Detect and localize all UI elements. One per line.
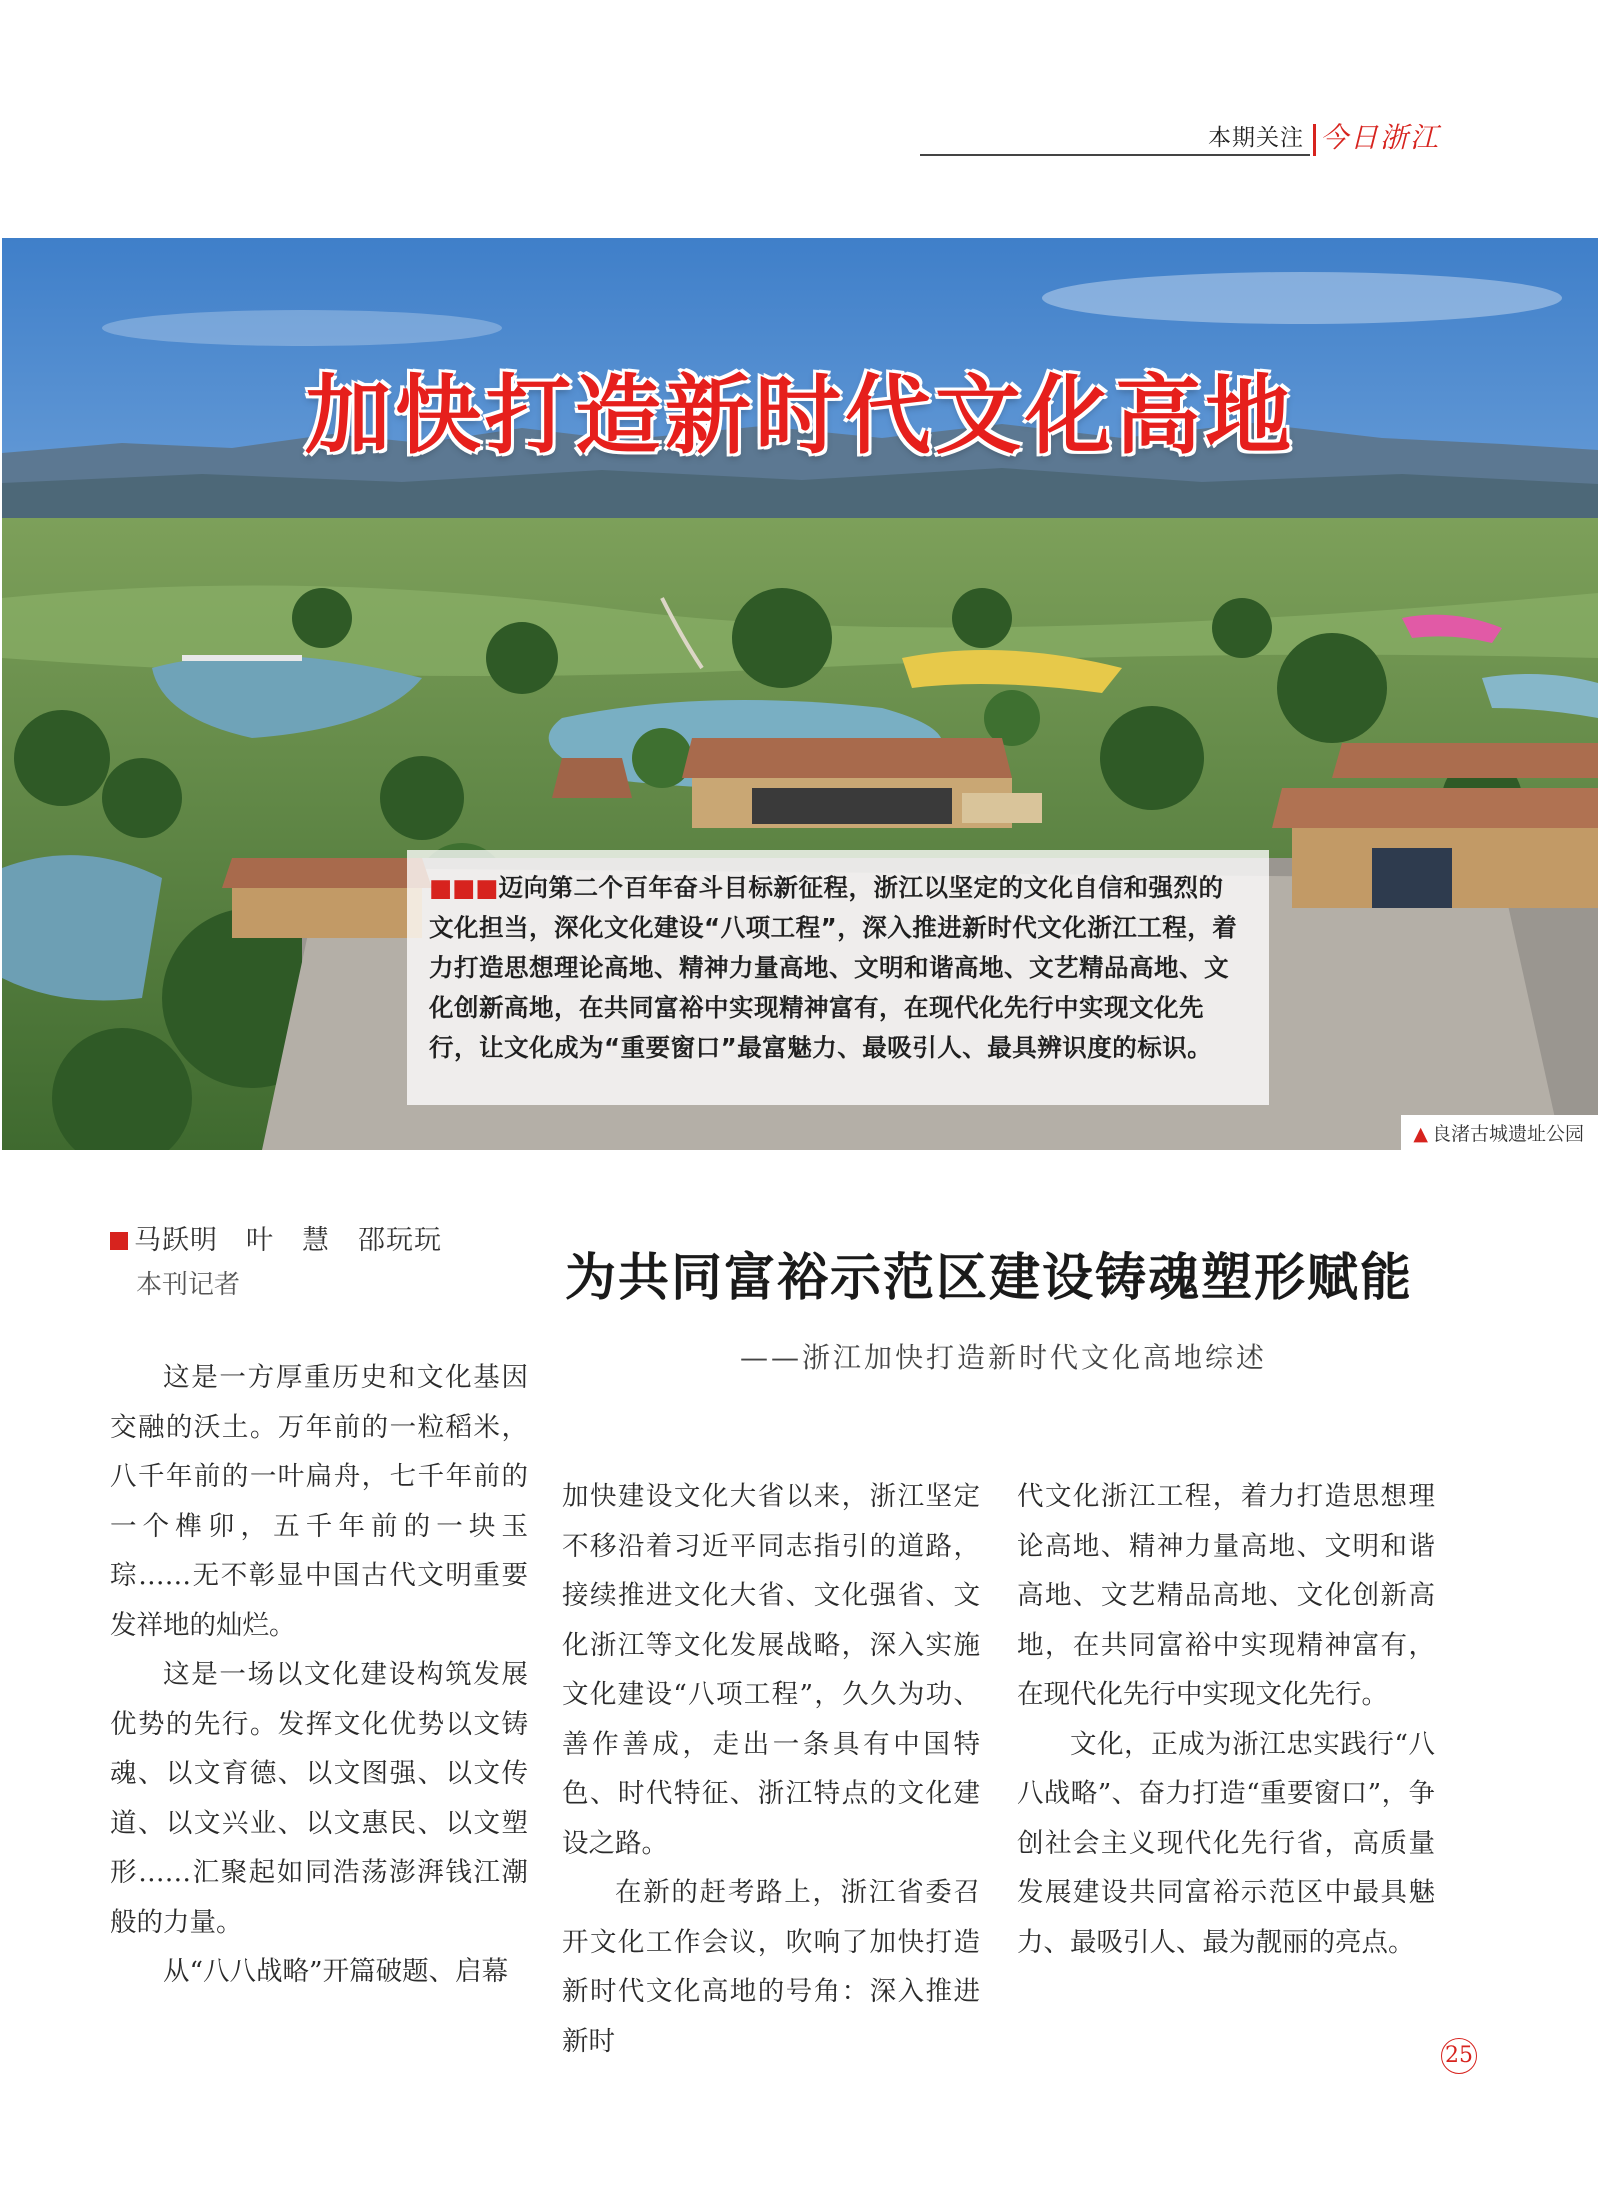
byline-square-icon [110, 1232, 128, 1250]
caption-text: 良渚古城遗址公园 [1431, 1123, 1584, 1145]
body-paragraph: 在新的赶考路上，浙江省委召开文化工作会议，吹响了加快打造新时代文化高地的号角：深入推进新时 [562, 1877, 980, 2057]
body-paragraph: 文化，正成为浙江忠实践行“八八战略”、奋力打造“重要窗口”，争创社会主义现代化先行省，高质量发展建设共同富裕示范区中最具魅力、最吸引人、最为靓丽的亮点。 [1017, 1728, 1435, 1958]
body-column-1 [110, 1353, 528, 1997]
body-paragraph: 加快建设文化大省以来，浙江坚定不移沿着习近平同志指引的道路，接续推进文化大省、文化强省、文化浙江等文化发展战略，深入实施文化建设“八项工程”，久久为功、善作善成，走出一条具有中国特色、时代特征、浙江特点的文化建设之路。 [562, 1481, 980, 1859]
lead-marks: ■■■ [429, 873, 499, 902]
article-subtitle: ——浙江加快打造新时代文化高地综述 [740, 1341, 1268, 1374]
body-column-3 [1017, 1472, 1435, 1967]
body-paragraph: 代文化浙江工程，着力打造思想理论高地、精神力量高地、文明和谐高地、文艺精品高地、文化创新高地，在共同富裕中实现精神富有，在现代化先行中实现文化先行。 [1017, 1481, 1435, 1710]
page-number: 25 [1441, 2038, 1477, 2074]
header-rule [920, 154, 1310, 156]
running-header [920, 118, 1440, 162]
hero-title: 加快打造新时代文化高地 [305, 366, 1295, 466]
body-paragraph: 这是一方厚重历史和文化基因交融的沃土。万年前的一粒稻米，八千年前的一叶扁舟，七千年前的一个榫卯，五千年前的一块玉琮……无不彰显中国古代文明重要发祥地的灿烂。 [110, 1362, 528, 1641]
author-byline [110, 1218, 442, 1257]
photo-caption [1401, 1115, 1598, 1150]
author-role: 本刊记者 [136, 1270, 241, 1300]
section-label: 本期关注 [1208, 125, 1304, 151]
magazine-logo: 今日浙江 [1319, 121, 1440, 154]
hero-photo [2, 238, 1598, 1150]
body-paragraph: 这是一场以文化建设构筑发展优势的先行。发挥文化优势以文铸魂、以文育德、以文图强、以文传道、以文兴业、以文惠民、以文塑形……汇聚起如同浩荡澎湃钱江潮般的力量。 [110, 1659, 528, 1938]
author-names: 马跃明 叶 慧 邵玩玩 [134, 1225, 442, 1256]
caption-marker-icon: ▲ [1413, 1123, 1428, 1145]
article-title: 为共同富裕示范区建设铸魂塑形赋能 [565, 1248, 1414, 1308]
lead-text: 迈向第二个百年奋斗目标新征程，浙江以坚定的文化自信和强烈的文化担当，深化文化建设“八项工程”，深入推进新时代文化浙江工程，着力打造思想理论高地、精神力量高地、文明和谐高地、文艺精品高地、文化创新高地，在共同富裕中实现精神富有，在现代化先行中实现文化先行，让文化成为“重要窗口”最富魅力、最吸引人、最具辨识度的标识。 [429, 873, 1238, 1062]
body-column-2 [562, 1472, 980, 2066]
lead-paragraph [429, 868, 1247, 1068]
header-divider [1313, 124, 1316, 156]
body-paragraph: 从“八八战略”开篇破题、启幕 [163, 1956, 509, 1987]
lead-summary [407, 850, 1269, 1105]
